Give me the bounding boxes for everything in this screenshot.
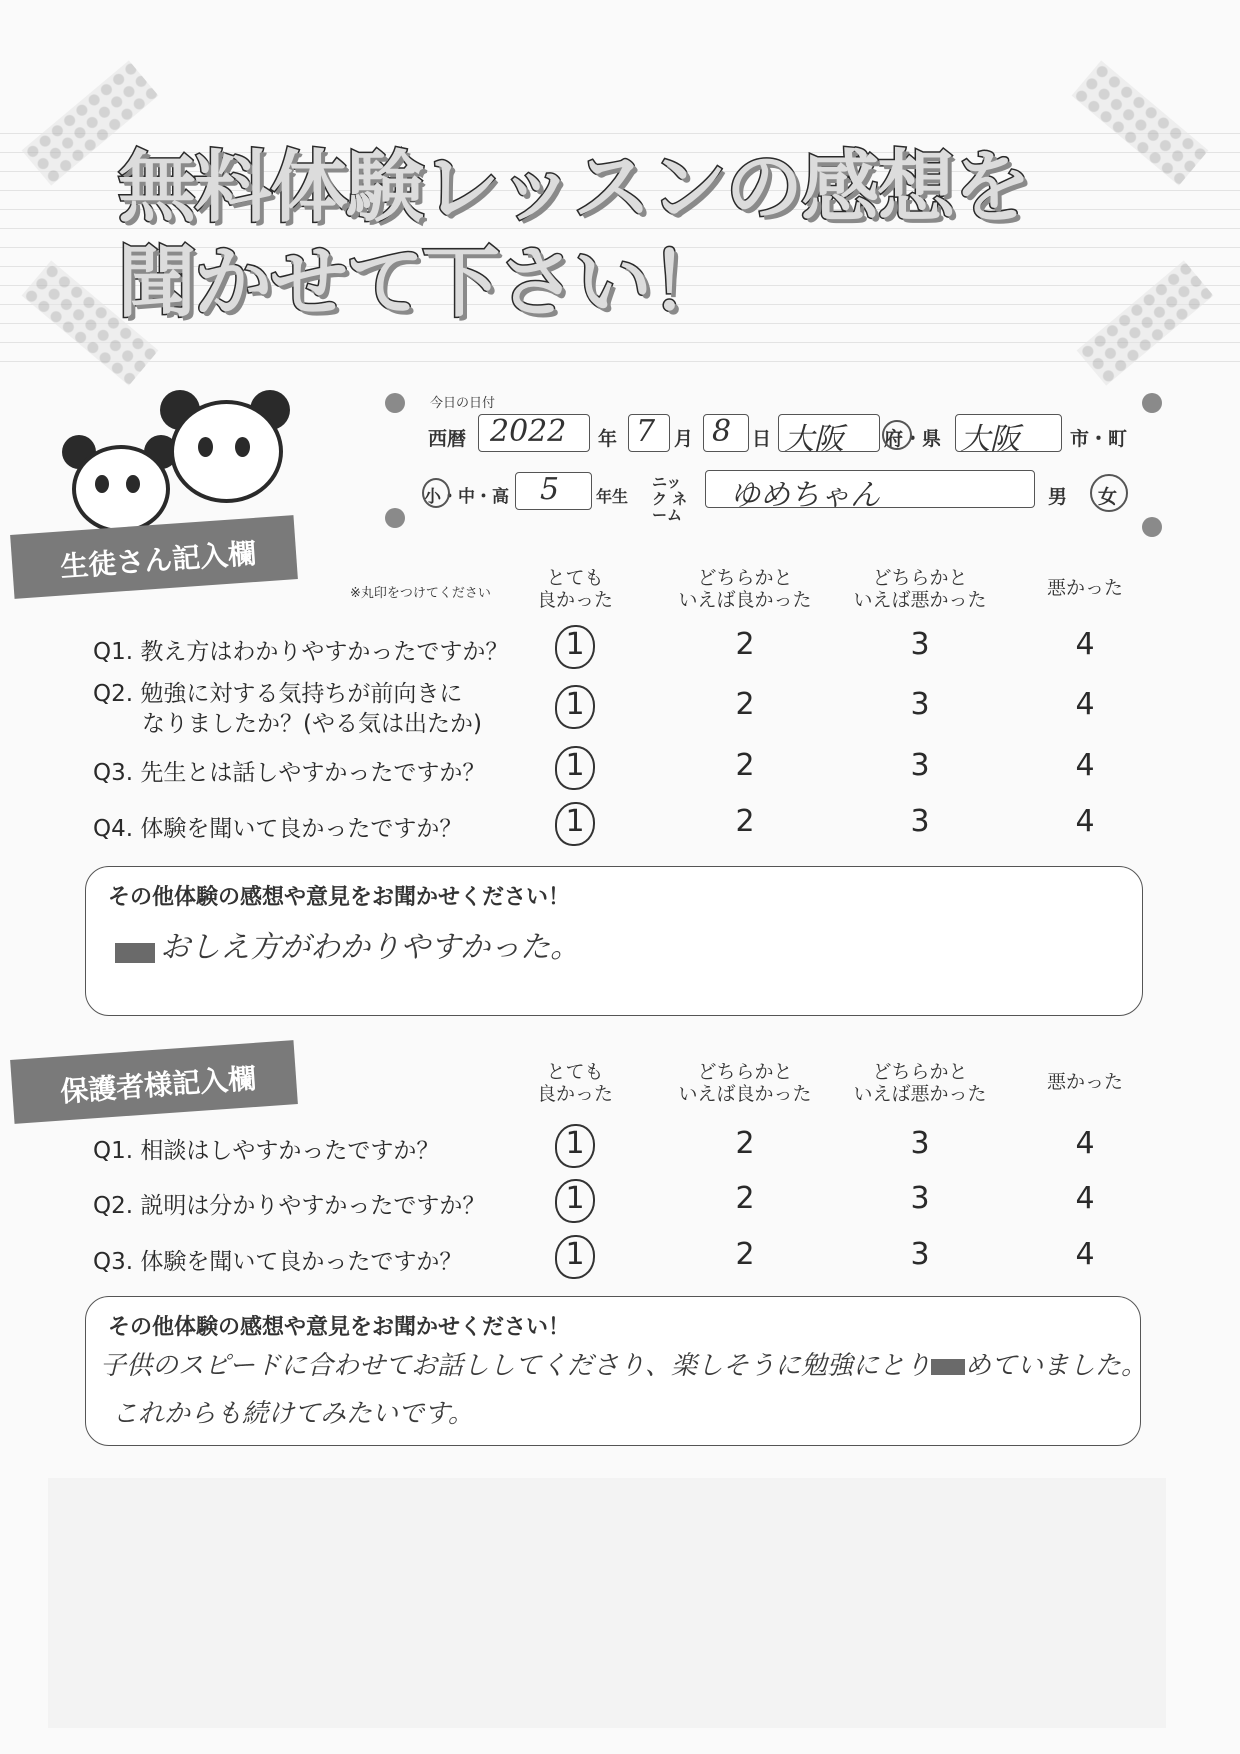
day-value: 8 bbox=[712, 414, 732, 449]
month-value: 7 bbox=[636, 414, 656, 449]
student-comment-title: その他体験の感想や意見をお聞かせください！ bbox=[108, 885, 571, 910]
rating-column-header: どちらかと いえば悪かった bbox=[853, 1061, 987, 1105]
prefecture-selection-circle bbox=[882, 420, 912, 450]
rating-option-1[interactable]: 1 bbox=[565, 627, 585, 662]
rating-option-1[interactable]: 1 bbox=[565, 687, 585, 722]
selected-rating-circle bbox=[555, 746, 595, 790]
guardian-comment-line1: 子供のスピードに合わせてお話ししてくださり、楽しそうに勉強にとり bbox=[100, 1351, 931, 1381]
rating-column-header: とても 良かった bbox=[536, 1061, 613, 1105]
rating-column-header: 悪かった bbox=[1046, 1071, 1123, 1093]
nickname-value: ゆめちゃん bbox=[730, 478, 880, 513]
question-text: Q2. 勉強に対する気持ちが前向きに bbox=[93, 681, 463, 707]
rating-option-3[interactable]: 3 bbox=[910, 1181, 930, 1216]
guardian-comment-line2: これからも続けてみたいです。 bbox=[112, 1399, 474, 1429]
question-text-line2: なりましたか？(やる気は出たか) bbox=[142, 711, 482, 737]
selected-rating-circle bbox=[555, 1235, 595, 1279]
school-label: 小・中・高 bbox=[424, 487, 509, 507]
day-label: 日 bbox=[752, 428, 772, 450]
rating-option-3[interactable]: 3 bbox=[910, 1237, 930, 1272]
rating-option-3[interactable]: 3 bbox=[910, 804, 930, 839]
rating-option-1[interactable]: 1 bbox=[565, 804, 585, 839]
student-comment-text: おしえ方がわかりやすかった。 bbox=[160, 930, 581, 965]
page-title-line1: 無料体験レッスンの感想を bbox=[118, 143, 1030, 233]
decorative-dot bbox=[385, 393, 405, 413]
question-text: Q1. 相談はしやすかったですか？ bbox=[93, 1138, 440, 1164]
city-label: 市・町 bbox=[1070, 428, 1128, 450]
student-comment-area bbox=[115, 922, 580, 966]
rating-option-2[interactable]: 2 bbox=[735, 804, 755, 839]
grade-label: 年生 bbox=[596, 487, 629, 506]
selected-rating-circle bbox=[555, 625, 595, 669]
female-selection-circle bbox=[1090, 474, 1128, 512]
decorative-dot bbox=[385, 508, 405, 528]
decorative-dot bbox=[1142, 517, 1162, 537]
guardian-comment-line1-end: めていました。 bbox=[964, 1351, 1147, 1381]
rating-column-header: 悪かった bbox=[1046, 577, 1123, 599]
rating-column-header: どちらかと いえば悪かった bbox=[853, 567, 987, 611]
guardian-comment-line1-wrap bbox=[100, 1345, 1147, 1382]
circle-instruction: ※丸印をつけてください bbox=[350, 586, 491, 601]
rating-option-2[interactable]: 2 bbox=[735, 627, 755, 662]
month-label: 月 bbox=[674, 428, 694, 450]
rating-option-4[interactable]: 4 bbox=[1075, 748, 1095, 783]
era-label: 西暦 bbox=[428, 428, 467, 450]
decorative-dot bbox=[1142, 393, 1162, 413]
rating-option-3[interactable]: 3 bbox=[910, 627, 930, 662]
date-caption: 今日の日付 bbox=[430, 396, 496, 411]
school-selection-circle bbox=[422, 478, 450, 508]
city-value: 大阪 bbox=[960, 422, 1020, 457]
question-text: Q4. 体験を聞いて良かったですか？ bbox=[93, 816, 463, 842]
rating-option-4[interactable]: 4 bbox=[1075, 804, 1095, 839]
strike-mark bbox=[931, 1359, 965, 1375]
rating-option-3[interactable]: 3 bbox=[910, 748, 930, 783]
question-text: Q3. 先生とは話しやすかったですか？ bbox=[93, 760, 486, 786]
rating-option-3[interactable]: 3 bbox=[910, 687, 930, 722]
rating-option-4[interactable]: 4 bbox=[1075, 1126, 1095, 1161]
rating-option-2[interactable]: 2 bbox=[735, 748, 755, 783]
guardian-section-tag: 保護者様記入欄 bbox=[10, 1040, 298, 1124]
rating-option-1[interactable]: 1 bbox=[565, 1181, 585, 1216]
rating-option-4[interactable]: 4 bbox=[1075, 687, 1095, 722]
prefecture-value: 大阪 bbox=[784, 422, 844, 457]
selected-rating-circle bbox=[555, 685, 595, 729]
page-title-line2: 聞かせて下さい！ bbox=[118, 238, 727, 328]
male-label: 男 bbox=[1048, 486, 1068, 508]
year-value: 2022 bbox=[490, 414, 567, 449]
selected-rating-circle bbox=[555, 1179, 595, 1223]
question-text: Q1. 教え方はわかりやすかったですか？ bbox=[93, 639, 509, 665]
prefecture-label: 府・県 bbox=[884, 428, 942, 450]
grade-value: 5 bbox=[540, 472, 560, 507]
rating-option-1[interactable]: 1 bbox=[565, 1237, 585, 1272]
rating-option-2[interactable]: 2 bbox=[735, 1181, 755, 1216]
rating-column-header: どちらかと いえば良かった bbox=[678, 1061, 812, 1105]
selected-rating-circle bbox=[555, 1124, 595, 1168]
rating-option-1[interactable]: 1 bbox=[565, 1126, 585, 1161]
female-label: 女 bbox=[1098, 486, 1118, 508]
rating-option-2[interactable]: 2 bbox=[735, 1237, 755, 1272]
question-text: Q3. 体験を聞いて良かったですか？ bbox=[93, 1249, 463, 1275]
rating-option-4[interactable]: 4 bbox=[1075, 627, 1095, 662]
year-label: 年 bbox=[598, 428, 618, 450]
question-text: Q2. 説明は分かりやすかったですか？ bbox=[93, 1193, 486, 1219]
rating-option-4[interactable]: 4 bbox=[1075, 1237, 1095, 1272]
rating-option-2[interactable]: 2 bbox=[735, 687, 755, 722]
selected-rating-circle bbox=[555, 802, 595, 846]
rating-column-header: とても 良かった bbox=[536, 567, 613, 611]
rating-option-3[interactable]: 3 bbox=[910, 1126, 930, 1161]
student-section-tag: 生徒さん記入欄 bbox=[10, 515, 298, 599]
nickname-label: ニック ネーム bbox=[652, 473, 688, 524]
rating-option-4[interactable]: 4 bbox=[1075, 1181, 1095, 1216]
strike-mark bbox=[115, 943, 155, 963]
rating-column-header: どちらかと いえば良かった bbox=[678, 567, 812, 611]
rating-option-2[interactable]: 2 bbox=[735, 1126, 755, 1161]
rating-option-1[interactable]: 1 bbox=[565, 748, 585, 783]
blank-area bbox=[48, 1478, 1166, 1728]
guardian-comment-title: その他体験の感想や意見をお聞かせください！ bbox=[108, 1315, 571, 1340]
